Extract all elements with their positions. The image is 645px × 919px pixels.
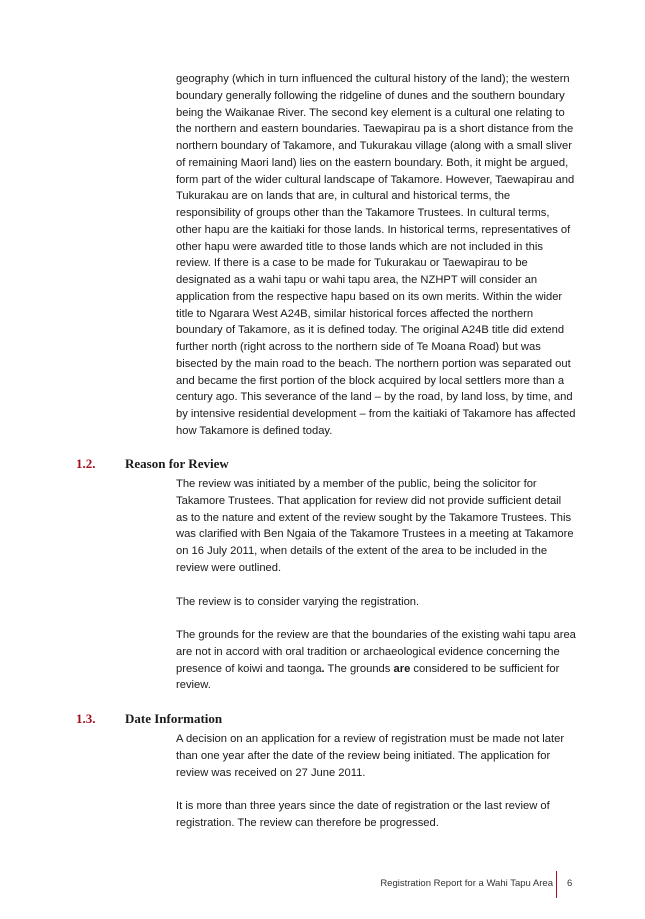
reason-text-part: The grounds	[324, 662, 394, 675]
footer-page-number: 6	[567, 878, 573, 889]
reason-bold-word: are	[393, 662, 411, 675]
section-number: 1.2.	[76, 456, 96, 471]
reason-paragraph-3	[176, 627, 576, 694]
intro-paragraph: geography (which in turn influenced the cultural history of the land); the western boundary generally following the ridgeline of dunes and the southern boundary being the Waikanae River. The second key element is a cultural one relating to the northern and eastern boundaries. Taewapirau pa is a short distance from the northern boundary of Takamore, and Tukurakau village (along with a small sliver of remaining Maori land) lies on the eastern boundary. Both, it might be argued, form part of the wider cultural landscape of Takamore. However, Taewapirau and Tukurakau are on lands that are, in cultural and historical terms, the responsibility of groups other than the Takamore Trustees. In cultural terms, other hapu are the kaitiaki for those lands. In historical terms, representatives of other hapu were awarded title to those lands which are not included in this review. If there is a case to be made for Tukurakau or Taewapirau to be designated as a wahi tapu or wahi tapu area, the NZHPT will consider an application from the respective hapu based on its own merits. Within the wider title to Ngarara West A24B, similar historical forces affected the northern boundary of Takamore, as it is defined today. The original A24B title did extend further north (right across to the northern side of Te Moana Road) but was bisected by the main road to the beach. The northern portion was separated out and became the first portion of the block acquired by local settlers more than a century ago. This severance of the land – by the road, by land loss, by time, and by intensive residential development – from the kaitiaki of Takamore has affected how Takamore is defined today.	[176, 73, 576, 437]
date-paragraph-1: A decision on an application for a review of registration must be made not later than one year after the date of the review being initiated. The application for review was received on 27 June 2011.	[176, 733, 565, 779]
reason-text-part: The grounds for the review are that the boundaries of the existing wahi tapu area are not in accord with oral tradition or archaeological evidence concerning the presence of koiwi and taonga	[176, 629, 576, 675]
reason-paragraph-1: The review was initiated by a member of the public, being the solicitor for Takamore Trustees. That application for review did not provide sufficient detail as to the nature and extent of the review sought by the Takamore Trustees. This was clarified with Ben Ngaia of the Takamore Trustees in a meeting at Takamore on 16 July 2011, when details of the extent of the area to be included in the review were outlined.	[176, 478, 574, 574]
footer-divider	[556, 871, 557, 898]
section-title: Date Information	[125, 711, 223, 726]
reason-bold-period: .	[321, 662, 325, 675]
date-paragraph-2: It is more than three years since the date of registration or the last review of registration. The review can therefore be progressed.	[176, 800, 550, 829]
reason-text-part: considered to be sufficient for review.	[176, 662, 560, 692]
reason-paragraph-2: The review is to consider varying the registration.	[176, 596, 420, 608]
section-title: Reason for Review	[125, 456, 229, 471]
section-number: 1.3.	[76, 711, 96, 726]
footer-report-title: Registration Report for a Wahi Tapu Area	[380, 878, 553, 889]
